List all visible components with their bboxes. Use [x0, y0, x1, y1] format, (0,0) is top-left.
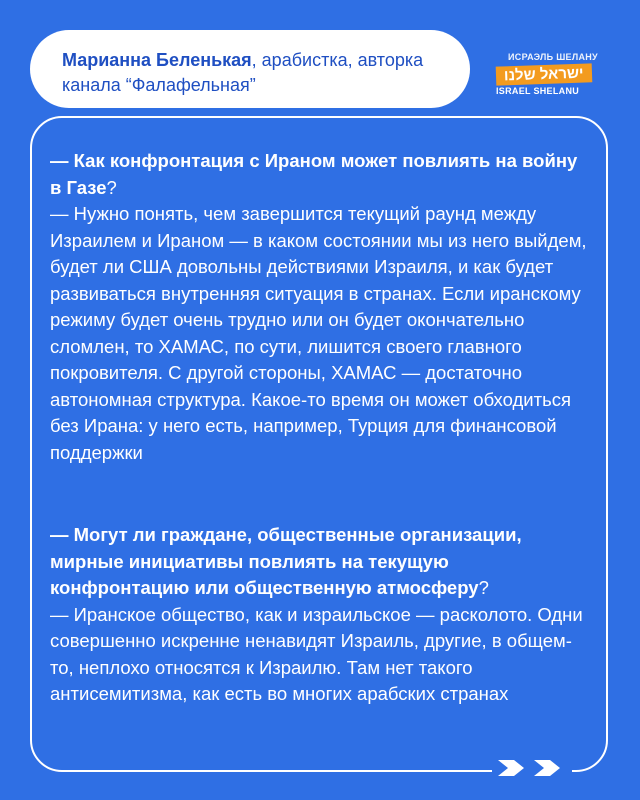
question-2-mark: ?	[478, 577, 489, 598]
answer-2: — Иранское общество, как и израильское — расколото. Одни совершенно искренне ненавидят Израиль, другие, в общем-то, неплохо относятся к Израилю. Там нет такого антисемитизма, как есть во многих арабских странах	[50, 603, 583, 704]
author-name: Марианна Беленькая	[62, 50, 252, 70]
logo-top-text: ИСРАЭЛЬ ШЕЛАНУ	[508, 52, 598, 62]
question-2	[50, 522, 588, 602]
question-1-mark: ?	[106, 176, 117, 198]
qa-section-2	[50, 522, 588, 708]
qa-section-1	[50, 148, 588, 466]
author-description-line2: канала “Фалафельная”	[62, 75, 256, 95]
chevron-right-icon	[498, 760, 524, 776]
next-page-chevrons[interactable]	[492, 756, 572, 780]
author-description: , арабистка, авторка	[251, 50, 424, 70]
logo-bottom-text: ISRAEL SHELANU	[496, 86, 580, 96]
interview-card	[30, 116, 608, 772]
question-1	[50, 148, 588, 201]
israel-shelanu-logo	[496, 52, 608, 97]
question-2-text: — Могут ли граждане, общественные организации, мирные инициативы повлиять на текущую конфронтацию или общественную атмосферу	[50, 524, 522, 598]
question-1-text: — Как конфронтация с Ираном может повлиять на войну в Газе	[50, 150, 578, 198]
logo-badge-text: ישראל שלנו	[496, 63, 592, 85]
answer-1: — Нужно понять, чем завершится текущий раунд между Израилем и Ираном — в каком состоянии мы из него выйдем, будет ли США довольны действиями Израиля, и как будет развиваться внутренняя ситуация в странах. Если иранскому режиму будет очень трудно или он будет окончательно сломлен, то ХАМАС, по сути, лишится своего главного покровителя. С другой стороны, ХАМАС — достаточно автономная структура. Какое-то время он может обходиться без Ирана: у него есть, например, Турция для финансовой поддержки	[50, 203, 587, 463]
author-pill	[30, 30, 470, 108]
chevron-right-icon	[534, 760, 560, 776]
